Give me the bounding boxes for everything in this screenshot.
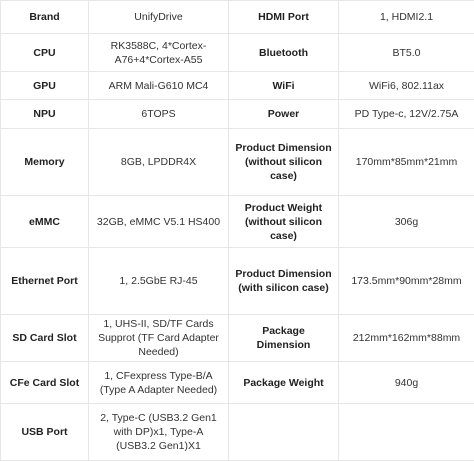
row-value-package-dimension: 212mm*162mm*88mm (339, 315, 474, 362)
table-row (1, 129, 474, 196)
row-label-product-dimension-without-case: Product Dimension (without silicon case) (229, 129, 339, 196)
row-value-emmc: 32GB, eMMC V5.1 HS400 (89, 196, 229, 248)
row-label-sd-card-slot: SD Card Slot (1, 315, 89, 362)
row-label-product-weight-without-case: Product Weight (without silicon case) (229, 196, 339, 248)
table-row (1, 196, 474, 248)
row-value-wifi: WiFi6, 802.11ax (339, 72, 474, 100)
row-label-bluetooth: Bluetooth (229, 34, 339, 72)
row-label-power: Power (229, 100, 339, 129)
row-label-emmc: eMMC (1, 196, 89, 248)
row-label-package-weight: Package Weight (229, 362, 339, 404)
row-label-ethernet-port: Ethernet Port (1, 248, 89, 315)
row-label-usb-port: USB Port (1, 404, 89, 461)
row-value-product-dimension-without-case: 170mm*85mm*21mm (339, 129, 474, 196)
row-value-cpu: RK3588C, 4*Cortex-A76+4*Cortex-A55 (89, 34, 229, 72)
row-label-gpu: GPU (1, 72, 89, 100)
row-value-sd-card-slot: 1, UHS-II, SD/TF Cards Supprot (TF Card Adapter Needed) (89, 315, 229, 362)
row-label-cfe-card-slot: CFe Card Slot (1, 362, 89, 404)
table-row (1, 362, 474, 404)
row-value-hdmi-port: 1, HDMI2.1 (339, 1, 474, 34)
table-row (1, 404, 474, 461)
row-value-package-weight: 940g (339, 362, 474, 404)
table-row (1, 100, 474, 129)
row-label-package-dimension: Package Dimension (229, 315, 339, 362)
table-row (1, 315, 474, 362)
row-value-ethernet-port: 1, 2.5GbE RJ-45 (89, 248, 229, 315)
row-value-gpu: ARM Mali-G610 MC4 (89, 72, 229, 100)
row-value-cfe-card-slot: 1, CFexpress Type-B/A (Type A Adapter Needed) (89, 362, 229, 404)
row-value-memory: 8GB, LPDDR4X (89, 129, 229, 196)
row-value-empty (339, 404, 474, 461)
row-label-brand: Brand (1, 1, 89, 34)
row-label-wifi: WiFi (229, 72, 339, 100)
row-label-memory: Memory (1, 129, 89, 196)
row-label-hdmi-port: HDMI Port (229, 1, 339, 34)
row-value-power: PD Type-c, 12V/2.75A (339, 100, 474, 129)
table-row (1, 248, 474, 315)
row-value-product-weight-without-case: 306g (339, 196, 474, 248)
row-value-usb-port: 2, Type-C (USB3.2 Gen1 with DP)x1, Type-A (USB3.2 Gen1)X1 (89, 404, 229, 461)
row-value-npu: 6TOPS (89, 100, 229, 129)
table-row (1, 72, 474, 100)
table-row (1, 1, 474, 34)
row-value-product-dimension-with-case: 173.5mm*90mm*28mm (339, 248, 474, 315)
row-label-product-dimension-with-case: Product Dimension (with silicon case) (229, 248, 339, 315)
row-value-brand: UnifyDrive (89, 1, 229, 34)
row-label-cpu: CPU (1, 34, 89, 72)
row-label-npu: NPU (1, 100, 89, 129)
row-label-empty (229, 404, 339, 461)
table-row (1, 34, 474, 72)
row-value-bluetooth: BT5.0 (339, 34, 474, 72)
